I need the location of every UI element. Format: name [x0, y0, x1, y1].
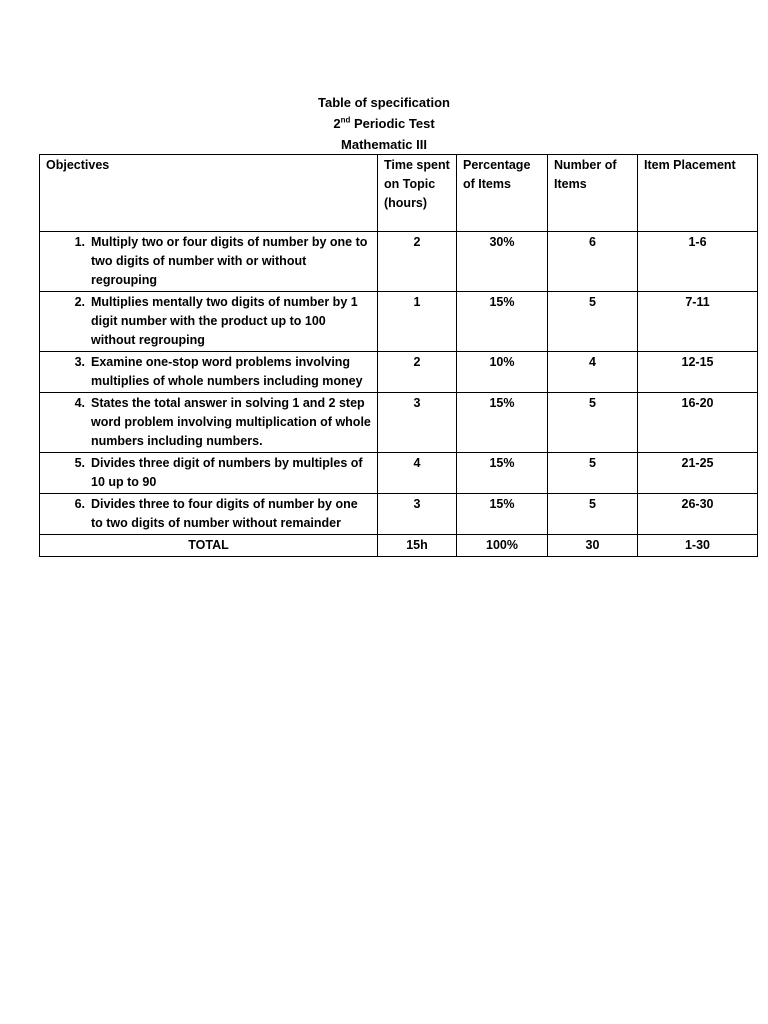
table-row	[40, 292, 758, 352]
column-header-placement: Item Placement	[638, 155, 758, 232]
objective-number: 1.	[74, 235, 85, 249]
number-cell: 6	[548, 232, 638, 292]
objective-number: 4.	[74, 396, 85, 410]
total-time-cell: 15h	[378, 535, 457, 557]
table-row	[40, 494, 758, 535]
number-cell: 4	[548, 352, 638, 393]
objective-cell	[40, 232, 378, 292]
objective-cell	[40, 453, 378, 494]
table-row	[40, 232, 758, 292]
number-cell: 5	[548, 453, 638, 494]
subtitle-ordinal-suffix: nd	[340, 115, 351, 125]
percentage-cell: 15%	[457, 393, 548, 453]
objective-text: Multiplies mentally two digits of number by 1 digit number with the product up to 100 without regrouping	[91, 295, 358, 347]
document-subtitle	[0, 113, 768, 134]
subtitle-rest: Periodic Test	[350, 116, 435, 131]
objective-cell	[40, 352, 378, 393]
objective-number: 5.	[74, 456, 85, 470]
document-title: Table of specification	[318, 95, 450, 110]
objective-cell	[40, 494, 378, 535]
number-cell: 5	[548, 292, 638, 352]
placement-cell: 21-25	[638, 453, 758, 494]
objective-number: 3.	[74, 355, 85, 369]
number-cell: 5	[548, 494, 638, 535]
objective-text: Divides three digit of numbers by multiples of 10 up to 90	[91, 456, 363, 489]
placement-cell: 7-11	[638, 292, 758, 352]
percentage-cell: 10%	[457, 352, 548, 393]
time-cell: 3	[378, 494, 457, 535]
specification-table	[39, 154, 758, 557]
objective-text: Divides three to four digits of number by one to two digits of number without remainder	[91, 497, 358, 530]
objective-text: Examine one-stop word problems involving multiplies of whole numbers including money	[91, 355, 363, 388]
table-row	[40, 393, 758, 453]
table-header-row	[40, 155, 758, 232]
number-cell: 5	[548, 393, 638, 453]
objective-number: 6.	[74, 497, 85, 511]
document-subject: Mathematic III	[341, 137, 427, 152]
time-cell: 1	[378, 292, 457, 352]
time-cell: 3	[378, 393, 457, 453]
time-cell: 2	[378, 232, 457, 292]
objective-cell	[40, 393, 378, 453]
table-row	[40, 453, 758, 494]
column-header-number: Number of Items	[548, 155, 638, 232]
total-number-cell: 30	[548, 535, 638, 557]
placement-cell: 1-6	[638, 232, 758, 292]
placement-cell: 12-15	[638, 352, 758, 393]
total-label-cell: TOTAL	[40, 535, 378, 557]
subtitle-ordinal: 2	[333, 116, 341, 131]
document-header	[0, 92, 768, 155]
column-header-percentage: Percentage of Items	[457, 155, 548, 232]
table-row	[40, 352, 758, 393]
objective-cell	[40, 292, 378, 352]
percentage-cell: 30%	[457, 232, 548, 292]
placement-cell: 16-20	[638, 393, 758, 453]
total-percentage-cell: 100%	[457, 535, 548, 557]
total-placement-cell: 1-30	[638, 535, 758, 557]
percentage-cell: 15%	[457, 292, 548, 352]
objective-text: Multiply two or four digits of number by one to two digits of number with or without regrouping	[91, 235, 368, 287]
table-total-row	[40, 535, 758, 557]
column-header-objectives: Objectives	[40, 155, 378, 232]
column-header-time: Time spent on Topic (hours)	[378, 155, 457, 232]
time-cell: 4	[378, 453, 457, 494]
percentage-cell: 15%	[457, 453, 548, 494]
objective-number: 2.	[74, 295, 85, 309]
placement-cell: 26-30	[638, 494, 758, 535]
objective-text: States the total answer in solving 1 and 2 step word problem involving multiplication of whole numbers including numbers.	[91, 396, 371, 448]
time-cell: 2	[378, 352, 457, 393]
percentage-cell: 15%	[457, 494, 548, 535]
